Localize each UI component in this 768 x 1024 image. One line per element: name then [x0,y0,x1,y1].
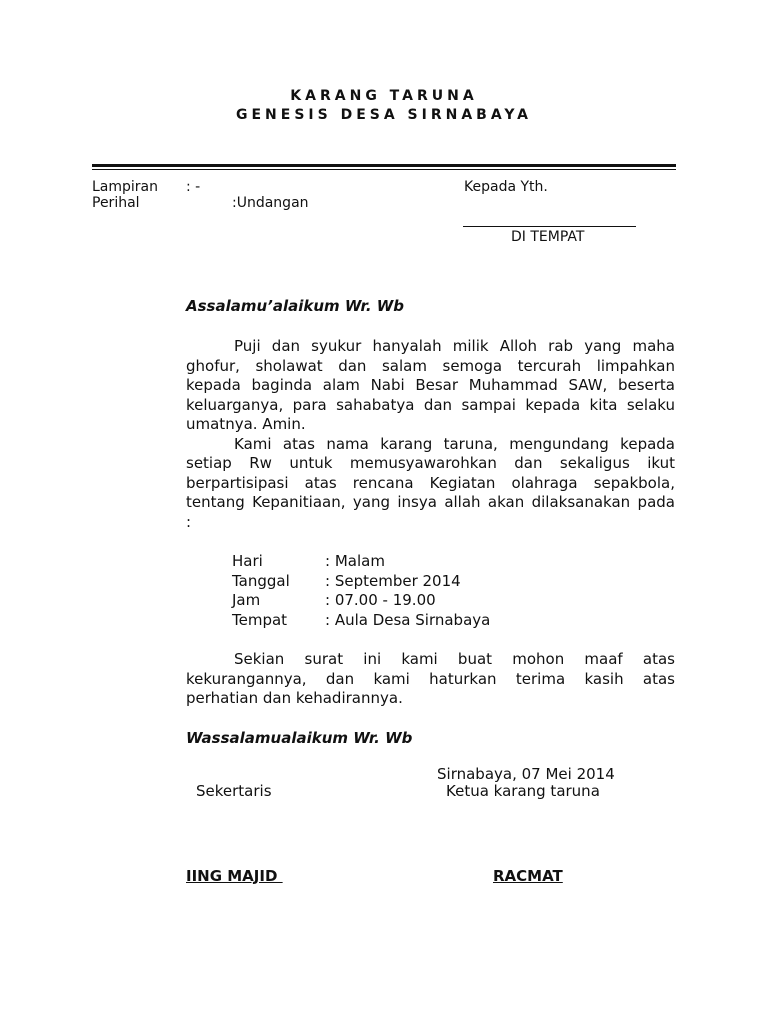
paragraph-line: ghofur, sholawat dan salam semoga tercurah limpahkan [186,356,675,375]
closing-salutation: Wassalamualaikum Wr. Wb [186,729,413,747]
signatory-left-role: Sekertaris [196,782,272,800]
paragraph-line: berpartisipasi atas rencana Kegiatan olahraga sepakbola, [186,473,675,492]
org-subtitle: GENESIS DESA SIRNABAYA [236,107,532,123]
greeting: Assalamu’alaikum Wr. Wb [186,297,405,315]
header-rule-thin [92,169,676,170]
detail-value-tempat: : Aula Desa Sirnabaya [325,611,491,629]
detail-value-jam: : 07.00 - 19.00 [325,591,436,609]
paragraph-invitation [186,435,675,533]
paragraph-line: Kami atas nama karang taruna, mengundang kepada [234,434,675,453]
paragraph-closing [186,650,675,709]
recipient-blank-line [463,226,636,227]
paragraph-line: kekurangannya, dan kami haturkan terima kasih atas [186,669,675,688]
place-date: Sirnabaya, 07 Mei 2014 [437,765,615,783]
recipient-heading: Kepada Yth. [464,179,548,195]
lampiran-label: Lampiran [92,179,159,195]
detail-label-tempat: Tempat [232,611,288,629]
org-title: KARANG TARUNA [290,88,478,104]
header-rule-thick [92,164,676,167]
paragraph-line: setiap Rw untuk memusyawarohkan dan sekaligus ikut [186,454,675,472]
paragraph-line: kepada baginda alam Nabi Besar Muhammad SAW, beserta [186,376,675,394]
signatory-right-name: RACMAT [493,867,563,885]
paragraph-line: Sekian surat ini kami buat mohon maaf atas [234,650,675,668]
paragraph-line: tentang Kepanitiaan, yang insya allah akan dilaksanakan pada [186,493,675,511]
detail-label-hari: Hari [232,552,263,570]
detail-label-jam: Jam [232,591,261,609]
detail-value-tanggal: : September 2014 [325,572,461,590]
paragraph-opening [186,337,675,435]
lampiran-value: : - [186,179,201,195]
detail-label-tanggal: Tanggal [232,572,290,590]
perihal-value: :Undangan [232,195,309,211]
paragraph-line: Puji dan syukur hanyalah milik Alloh rab yang maha [234,337,675,355]
paragraph-line: : [186,512,192,531]
paragraph-line: perhatian dan kehadirannya. [186,689,403,707]
signatory-right-role: Ketua karang taruna [446,782,600,800]
paragraph-line: umatnya. Amin. [186,415,306,433]
recipient-location: DI TEMPAT [511,229,585,245]
detail-value-hari: : Malam [325,552,385,570]
paragraph-line: keluarganya, para sahabatya dan sampai kepada kita selaku [186,395,675,414]
signatory-left-name: IING MAJID [186,867,283,885]
perihal-label: Perihal [92,195,140,211]
